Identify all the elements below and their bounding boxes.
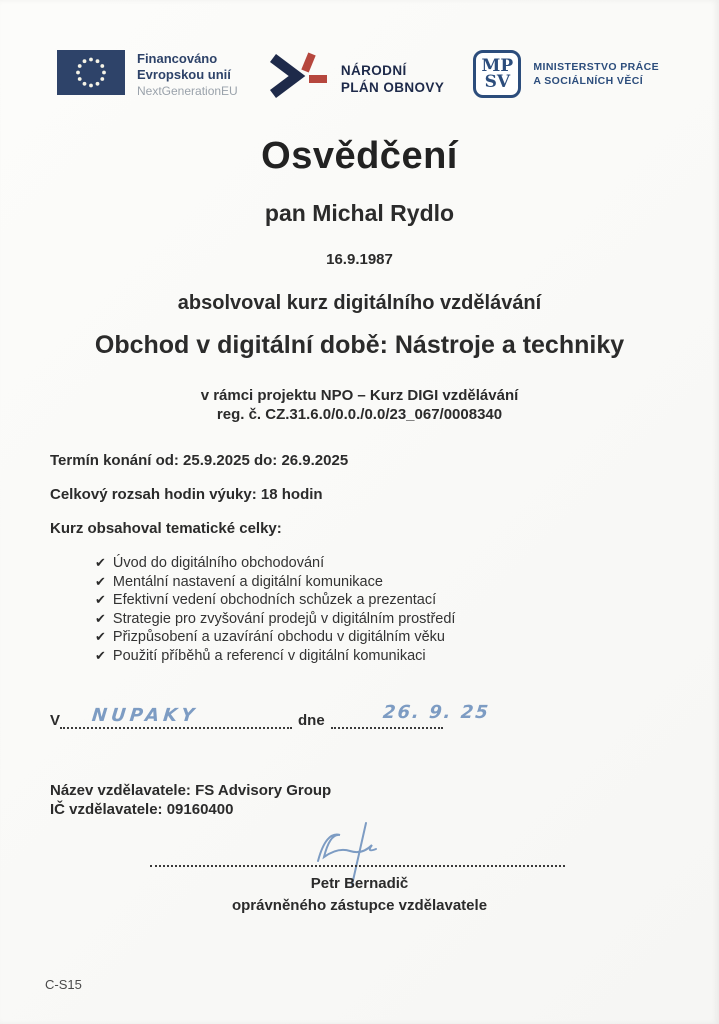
topic-item (95, 610, 669, 629)
topic-text: Strategie pro zvyšování prodejů v digitálním prostředí (112, 610, 456, 627)
mpsv-logo (473, 50, 659, 98)
checkmark-icon: ✔ (95, 647, 106, 663)
checkmark-icon: ✔ (95, 629, 106, 644)
handwritten-date: 26. 9. 25 (381, 702, 491, 723)
project-line1: v rámci projektu NPO – Kurz DIGI vzdělávání (200, 387, 519, 404)
course-term: Termín konání od: 25.9.2025 do: 26.9.2025 (50, 452, 349, 469)
checkmark-icon: ✔ (95, 592, 106, 607)
topics-list (95, 554, 669, 665)
handwritten-place: NUPAKY (90, 705, 200, 726)
checkmark-icon: ✔ (95, 610, 106, 626)
provider-id: IČ vzdělavatele: 09160400 (50, 801, 234, 818)
signature-area (0, 825, 719, 921)
eu-logo-line3: NextGenerationEU (137, 83, 238, 98)
topic-text: Úvod do digitálního obchodování (112, 555, 325, 571)
checkmark-icon: ✔ (95, 555, 106, 570)
eu-flag-icon (57, 50, 125, 100)
topic-item (95, 573, 669, 592)
date-fill-line (331, 725, 443, 729)
topic-item (95, 554, 669, 573)
npo-mark-icon (267, 50, 329, 107)
signatory-role: oprávněného zástupce vzdělavatele (231, 897, 488, 914)
logo-band (0, 0, 719, 107)
eu-logo-line1: Financováno (137, 50, 218, 66)
eu-logo-text (137, 51, 238, 100)
checkmark-icon: ✔ (95, 573, 106, 589)
mpsv-abbr-top: MP (481, 56, 514, 76)
topic-item (95, 591, 669, 610)
course-details (50, 452, 669, 665)
date-label: dne (298, 712, 325, 729)
topics-heading: Kurz obsahoval tematické celky: (50, 520, 282, 537)
eu-logo-line2: Evropskou unií (137, 66, 231, 82)
topic-text: Efektivní vedení obchodních schůzek a prezentací (112, 592, 437, 608)
mpsv-abbr-bottom: SV (484, 72, 511, 92)
npo-logo-line2: PLÁN OBNOVY (340, 79, 445, 95)
mpsv-emblem-icon (473, 50, 521, 98)
signature-line (150, 865, 565, 867)
topic-text: Přizpůsobení a uzavírání obchodu v digitálním věku (112, 629, 445, 645)
course-hours: Celkový rozsah hodin výuky: 18 hodin (50, 486, 323, 503)
mpsv-logo-line2: A SOCIÁLNÍCH VĚCÍ (533, 75, 644, 87)
mpsv-logo-line1: MINISTERSTVO PRÁCE (533, 61, 659, 73)
npo-logo-line1: NÁRODNÍ (340, 62, 407, 78)
document-code: C-S15 (45, 977, 82, 992)
completion-line: absolvoval kurz digitálního vzdělávání (177, 292, 542, 314)
certificate-title: Osvědčení (261, 135, 458, 177)
topic-item (95, 628, 669, 647)
npo-logo-text (341, 62, 444, 96)
provider-name: Název vzdělavatele: FS Advisory Group (50, 782, 332, 799)
npo-logo (267, 50, 444, 107)
topic-item (95, 647, 669, 666)
project-info (0, 386, 719, 424)
provider-info (50, 781, 669, 819)
topic-text: Použití příběhů a referencí v digitální komunikaci (112, 647, 426, 664)
eu-logo (57, 50, 238, 100)
mpsv-logo-text (533, 60, 659, 88)
place-date-line (50, 703, 669, 729)
recipient-birthdate: 16.9.1987 (326, 251, 393, 268)
topic-text: Mentální nastavení a digitální komunikace (112, 573, 383, 590)
signatory-name: Petr Bernadič (310, 875, 409, 892)
course-title: Obchod v digitální době: Nástroje a techniky (94, 331, 625, 359)
place-label: V (50, 712, 61, 729)
project-registration-number: reg. č. CZ.31.6.0/0.0./0.0/23_067/0008340 (216, 406, 503, 423)
recipient-name: pan Michal Rydlo (264, 200, 455, 226)
